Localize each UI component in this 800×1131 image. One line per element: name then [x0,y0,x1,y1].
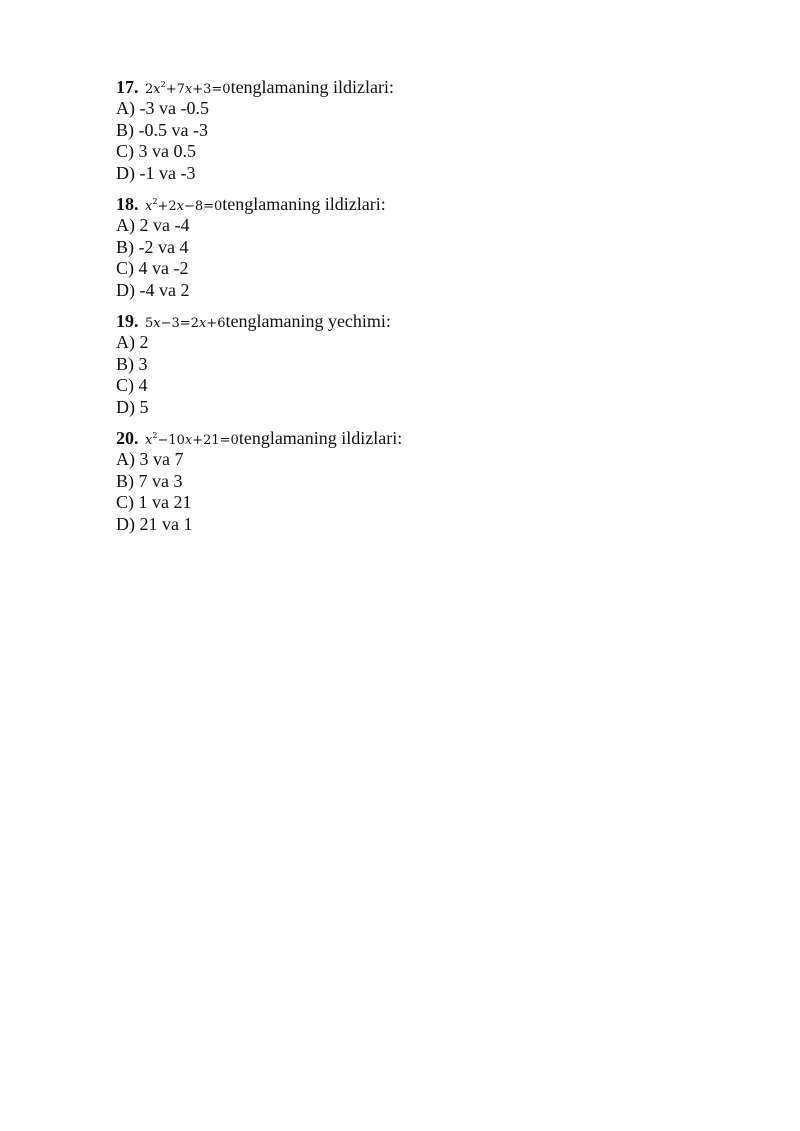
question-prompt: tenglamaning yechimi: [225,311,391,331]
option-c: C) 1 va 21 [116,492,192,512]
question-text [116,193,716,215]
option-c: C) 3 va 0.5 [116,141,196,161]
equation: $2x^2+7x+3=0$ [145,80,231,97]
option-a: A) -3 va -0.5 [116,98,209,118]
option-a: A) 2 [116,332,149,352]
equation: $x^2+2x-8=0$ [145,197,223,214]
option-b: B) -0.5 va -3 [116,119,208,140]
question-prompt: tenglamaning ildizlari: [230,77,395,97]
equation: $x^2-10x+21=0$ [145,431,239,448]
option-d: D) -1 va -3 [116,162,196,183]
option-b: B) -2 va 4 [116,236,189,257]
question-number: 17. [116,77,139,97]
question-text [116,310,716,332]
document-page [116,76,716,544]
question-19 [116,310,716,418]
question-text [116,427,716,449]
question-prompt: tenglamaning ildizlari: [238,428,403,448]
option-d: D) 5 [116,396,149,417]
question-20 [116,427,716,535]
question-number: 20. [116,428,139,448]
option-c: C) 4 [116,375,148,395]
question-prompt: tenglamaning ildizlari: [222,194,386,214]
question-18 [116,193,716,301]
equation: 5x−3=2x+6 [145,316,226,331]
question-17 [116,76,716,184]
question-text [116,76,716,98]
question-number: 18. [116,194,139,214]
question-number: 19. [116,311,139,331]
option-b: B) 7 va 3 [116,470,183,491]
option-b: B) 3 [116,353,148,374]
option-a: A) 2 va -4 [116,215,190,235]
option-a: A) 3 va 7 [116,449,184,469]
option-d: D) 21 va 1 [116,513,193,534]
option-d: D) -4 va 2 [116,279,190,300]
option-c: C) 4 va -2 [116,258,189,278]
